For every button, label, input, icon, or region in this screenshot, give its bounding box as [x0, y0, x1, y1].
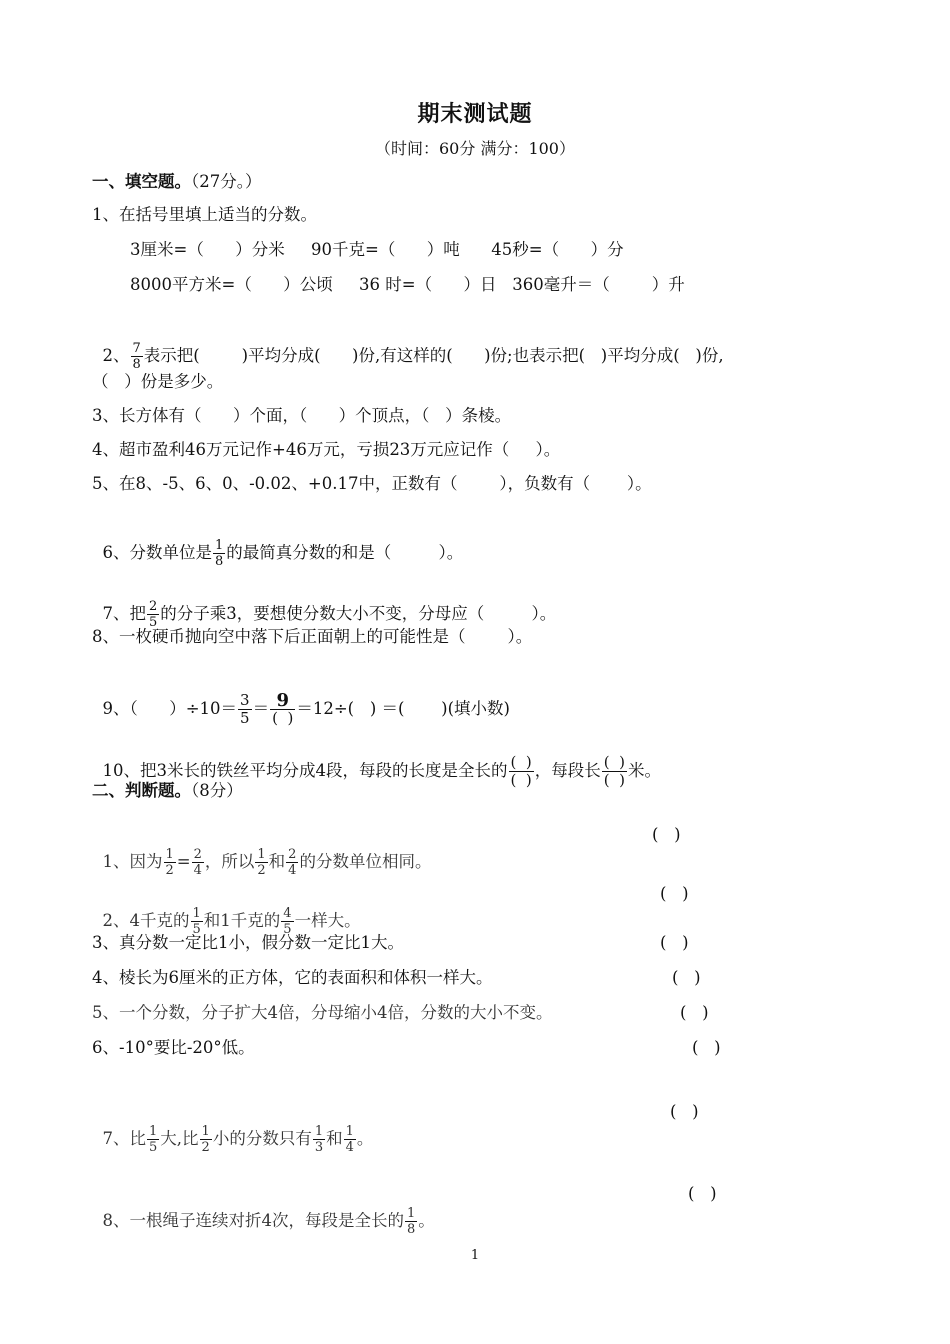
q1-row2: 8000平方米=（ ）公顷 36 时=（ ）日 360毫升＝（ ）升 — [130, 275, 685, 294]
q10-b: ，每段长 — [534, 761, 601, 780]
j1-d1: 2 — [165, 863, 174, 878]
q8-text: 8、一枚硬币抛向空中落下后正面朝上的可能性是（ ）。 — [92, 627, 533, 646]
j2-d2: 5 — [283, 922, 292, 937]
j1-d: 的分数单位相同。 — [299, 852, 432, 871]
q7-den: 5 — [149, 615, 158, 630]
j8-n1: 1 — [407, 1206, 416, 1221]
q9-line — [92, 668, 510, 727]
q9-fraction-2 — [270, 692, 295, 727]
q10-a: 10、把3米长的铁丝平均分成4段，每段的长度是全长的 — [102, 761, 508, 780]
j1-n1: 1 — [165, 847, 174, 862]
j1-eq: = — [176, 852, 191, 871]
j8-d1: 8 — [407, 1222, 416, 1237]
judge-item-3: 3、真分数一定比1小，假分数一定比1大。 — [92, 933, 404, 952]
j1-n4: 2 — [288, 847, 297, 862]
q2-num: 7 — [132, 341, 141, 356]
q9-f1-den: 5 — [240, 709, 250, 727]
j7-d3: 3 — [314, 1140, 324, 1155]
page-subtitle: （时间：60分 满分：100） — [375, 139, 575, 158]
q7-num: 2 — [149, 599, 158, 614]
j7-n1: 1 — [149, 1124, 158, 1139]
q10-f2-den: ( ) — [603, 771, 625, 789]
j7-frac-3 — [313, 1124, 325, 1155]
j7-c: 小的分数只有 — [212, 1129, 312, 1148]
section1-heading-line — [92, 170, 262, 194]
q10-c: 米。 — [628, 761, 661, 780]
page-title: 期末测试题 — [417, 101, 533, 127]
j1-n3: 1 — [257, 847, 266, 862]
j4-answer-paren[interactable]: ( ) — [672, 968, 701, 987]
section2-heading: 二、判断题。 — [92, 781, 191, 800]
j7-n2: 1 — [201, 1124, 210, 1139]
j1-frac-3 — [255, 847, 267, 878]
q6-den: 8 — [215, 554, 224, 569]
q6-a: 6、分数单位是 — [102, 543, 212, 562]
j2-n2: 4 — [283, 906, 292, 921]
j7-frac-4 — [344, 1124, 356, 1155]
judge-item-5: 5、一个分数，分子扩大4倍，分母缩小4倍，分数的大小不变。 — [92, 1003, 553, 1022]
q10-fraction-2 — [602, 754, 627, 789]
q2-den: 8 — [132, 357, 141, 372]
q9-f2-num: 9 — [270, 692, 295, 710]
q4-text: 4、超市盈利46万元记作+46万元，亏损23万元应记作（ ）。 — [92, 440, 561, 459]
q9-fraction-1 — [238, 692, 252, 727]
q10-fraction-1 — [509, 754, 534, 789]
j2-b: 和1千克的 — [203, 911, 281, 930]
j8-a: 8、一根绳子连续对折4次，每段是全长的 — [102, 1211, 404, 1230]
j1-d3: 2 — [257, 863, 266, 878]
j7-b: 大,比 — [160, 1129, 199, 1148]
q9-f1-num: 3 — [240, 691, 250, 709]
j1-b: ，所以 — [204, 852, 255, 871]
q7-line — [92, 575, 556, 630]
j1-answer-paren[interactable]: ( ) — [652, 825, 681, 844]
j7-frac-1 — [147, 1124, 159, 1155]
q1-row1: 3厘米=（ ）分米 90千克=（ ）吨 45秒=（ ）分 — [130, 240, 624, 259]
judge-item-7 — [92, 1100, 373, 1155]
q7-b: 的分子乘3，要想使分数大小不变，分母应（ ）。 — [160, 604, 557, 623]
q6-line — [92, 514, 463, 569]
judge-item-1 — [92, 823, 431, 878]
j2-answer-paren[interactable]: ( ) — [660, 884, 689, 903]
section2-score: （8分） — [191, 781, 243, 800]
q9-eq: ＝ — [252, 699, 270, 718]
j2-d1: 5 — [192, 922, 201, 937]
q2-line1 — [92, 317, 724, 372]
j7-n3: 1 — [314, 1124, 324, 1139]
j8-answer-paren[interactable]: ( ) — [688, 1184, 717, 1203]
j1-frac-4 — [286, 847, 298, 878]
j7-answer-paren[interactable]: ( ) — [670, 1102, 699, 1121]
section1-score: （27分。） — [191, 172, 262, 191]
q10-f1-den: ( ) — [510, 771, 532, 789]
q9-f2-den: ( ) — [272, 709, 294, 727]
j1-d2: 4 — [193, 863, 202, 878]
judge-item-6: 6、-10°要比-20°低。 — [92, 1038, 255, 1057]
judge-item-4: 4、棱长为6厘米的正方体，它的表面积和体积一样大。 — [92, 968, 493, 987]
q2-prefix: 2、 — [102, 346, 130, 365]
q5-text: 5、在8、-5、6、0、-0.02、+0.17中，正数有（ ），负数有（ ）。 — [92, 474, 652, 493]
j3-answer-paren[interactable]: ( ) — [660, 933, 689, 952]
q6-num: 1 — [215, 538, 224, 553]
j7-a: 7、比 — [102, 1129, 146, 1148]
j8-b: 。 — [418, 1211, 435, 1230]
j2-c: 一样大。 — [294, 911, 361, 930]
j7-d4: 4 — [345, 1140, 354, 1155]
j7-frac-2 — [200, 1124, 212, 1155]
j1-n2: 2 — [193, 847, 202, 862]
j2-a: 2、4千克的 — [102, 911, 190, 930]
j5-answer-paren[interactable]: ( ) — [680, 1003, 709, 1022]
j7-d2: 2 — [201, 1140, 210, 1155]
j7-n4: 1 — [345, 1124, 354, 1139]
judge-item-8 — [92, 1182, 435, 1237]
j1-c: 和 — [268, 852, 286, 871]
section2-heading-line — [92, 779, 243, 803]
j1-frac-1 — [164, 847, 176, 878]
q6-b: 的最简真分数的和是（ ）。 — [226, 543, 464, 562]
j2-n1: 1 — [192, 906, 201, 921]
j7-e: 。 — [356, 1129, 374, 1148]
q2-line2: （ ）份是多少。 — [92, 372, 224, 391]
q1-text: 1、在括号里填上适当的分数。 — [92, 205, 317, 224]
j6-answer-paren[interactable]: ( ) — [692, 1038, 721, 1057]
j7-d1: 5 — [149, 1140, 158, 1155]
j1-d4: 4 — [288, 863, 297, 878]
q10-f2-num: ( ) — [603, 753, 625, 771]
q10-f1-num: ( ) — [510, 753, 532, 771]
q2-fraction — [131, 341, 143, 372]
q3-text: 3、长方体有（ ）个面，（ ）个顶点，（ ）条棱。 — [92, 406, 512, 425]
judge-item-2 — [92, 882, 361, 937]
q2-text: 表示把( )平均分成( )份,有这样的( )份;也表示把( )平均分成( )份, — [143, 346, 724, 365]
q6-fraction — [213, 538, 225, 569]
q9-a: 9、（ ）÷10＝ — [102, 699, 238, 718]
q9-b: ＝12÷( ) ＝( )(填小数) — [296, 699, 510, 718]
j8-frac-1 — [405, 1206, 417, 1237]
j1-frac-2 — [192, 847, 204, 878]
j7-d: 和 — [326, 1129, 343, 1148]
q7-a: 7、把 — [102, 604, 146, 623]
page-number: 1 — [470, 1248, 480, 1263]
j1-a: 1、因为 — [102, 852, 163, 871]
section1-heading: 一、填空题。 — [92, 172, 191, 191]
